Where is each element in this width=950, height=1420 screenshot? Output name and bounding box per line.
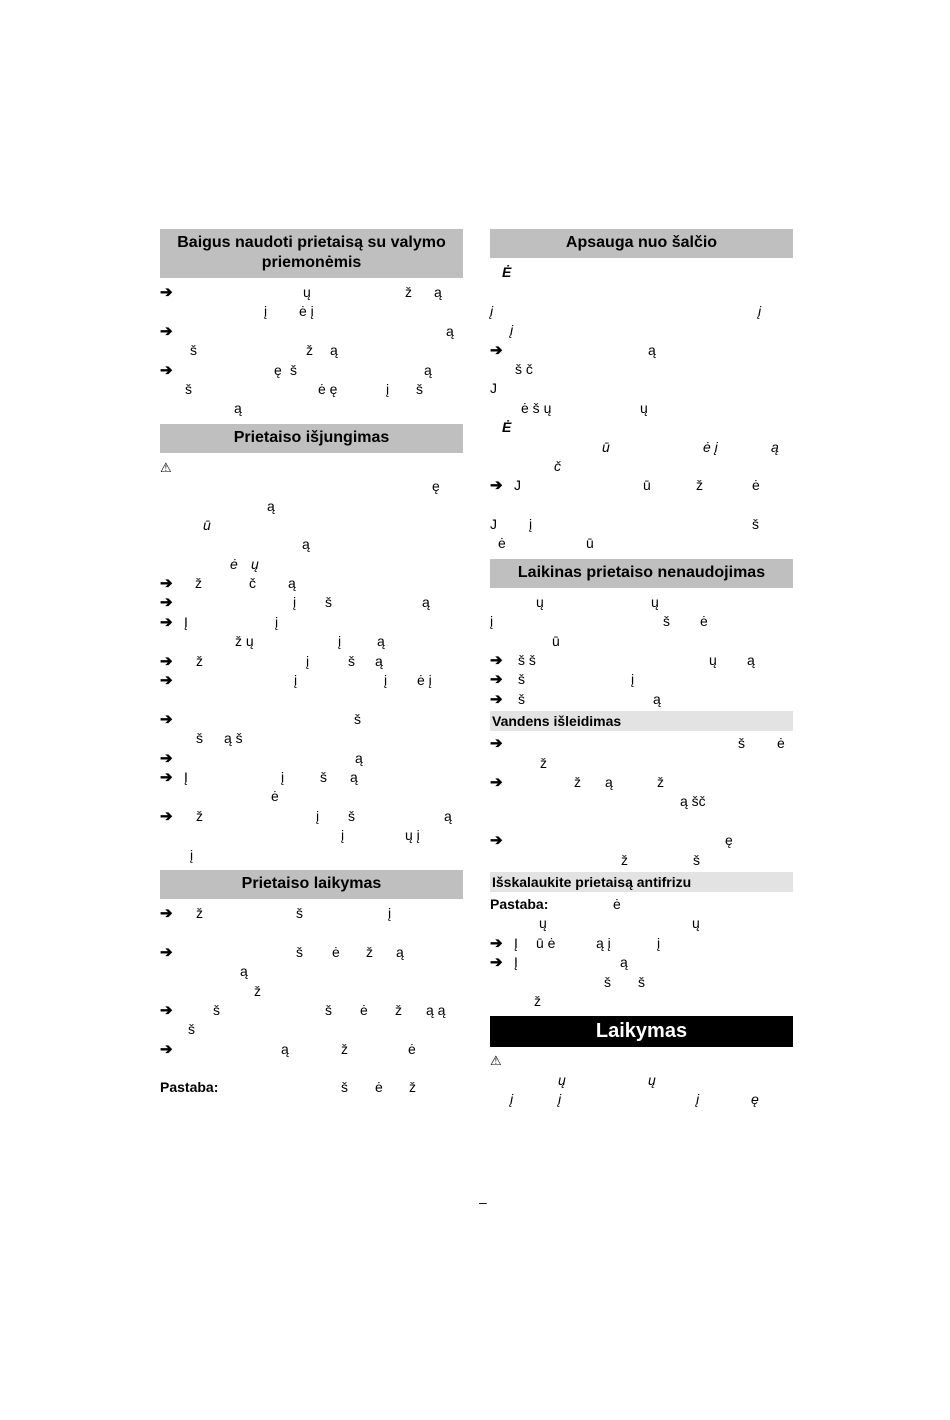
text-line: š ą š — [196, 730, 243, 747]
text-line: ų ų — [558, 1071, 656, 1088]
section-title-storage: Laikymas — [490, 1016, 793, 1047]
text-line: ➔ ą ž ė — [160, 1040, 416, 1058]
text-line: ą — [240, 963, 248, 980]
text-line: ž š — [621, 851, 700, 868]
text-line — [160, 690, 463, 709]
text-line: ➔ š — [160, 710, 361, 728]
arrow-icon: ➔ — [160, 672, 173, 690]
text-line: ➔ J ū ž ė — [490, 477, 760, 495]
section-header-frost-protection: Apsauga nuo šalčio — [490, 229, 793, 258]
arrow-icon: ➔ — [160, 361, 173, 379]
text-line: ➔ Į ą — [490, 954, 628, 972]
warning-icon: ⚠ — [490, 1053, 502, 1069]
note-label: Pastaba: — [160, 1079, 219, 1096]
text-line: ą — [267, 497, 275, 514]
text-line: ų ų — [539, 915, 700, 932]
arrow-icon: ➔ — [160, 652, 173, 670]
arrow-icon: ➔ — [490, 832, 503, 850]
text-line: ➔ š ą — [490, 690, 661, 708]
arrow-icon: ➔ — [160, 710, 173, 728]
text-line: ➔ ą — [160, 322, 454, 340]
section-header-after-cleaning: Baigus naudoti prietaisą su valymo priemonėmis — [160, 229, 463, 278]
text-line: į ų į — [341, 827, 420, 844]
text-line: ➔ Į į — [160, 613, 279, 631]
text-line: ➔ ę — [490, 832, 733, 850]
text-line: į ė į — [264, 303, 314, 320]
arrow-icon: ➔ — [160, 1040, 173, 1058]
arrow-icon: ➔ — [160, 322, 173, 340]
right-column — [490, 229, 793, 1109]
warning-icon: ⚠ — [160, 459, 172, 475]
text-line: Ė — [502, 419, 512, 436]
text-line: ➔ į š ą — [160, 594, 430, 612]
section-header-temporary-storage: Laikinas prietaiso nenaudojimas — [490, 559, 793, 588]
arrow-icon: ➔ — [160, 749, 173, 767]
arrow-icon: ➔ — [160, 807, 173, 825]
text-line: ➔ ž į š ą — [160, 652, 383, 670]
text-line: ą — [234, 400, 242, 417]
arrow-icon: ➔ — [160, 1001, 173, 1019]
text-line: J į š — [490, 516, 759, 533]
text-line: į — [190, 846, 194, 863]
warning-line — [160, 458, 463, 477]
subsection-header-antifreeze-rinse: Išskalaukite prietaisą antifrizu — [490, 872, 793, 892]
text-line: š ž ą — [190, 342, 338, 359]
note-label: Pastaba: — [490, 895, 549, 912]
text-line: ę — [432, 478, 440, 495]
text-line: ➔ ę š ą — [160, 361, 432, 379]
arrow-icon: ➔ — [160, 575, 173, 593]
arrow-icon: ➔ — [490, 954, 503, 972]
text-line: į į — [490, 302, 762, 319]
text-line — [490, 496, 793, 515]
arrow-icon: ➔ — [490, 477, 503, 495]
text-line — [490, 812, 793, 831]
section-header-switch-off: Prietaiso išjungimas — [160, 424, 463, 453]
text-line: ž — [540, 754, 547, 771]
arrow-icon: ➔ — [160, 943, 173, 961]
arrow-icon: ➔ — [490, 773, 503, 791]
text-line: ➔ ą — [160, 749, 363, 767]
text-line: ū ė į ą — [602, 438, 779, 455]
text-line: ū — [552, 632, 560, 649]
text-line: ė š ų ų — [521, 399, 648, 416]
text-line — [160, 923, 463, 942]
text-line: ū — [203, 516, 211, 533]
text-line: ➔ Į ū ė ą į į — [490, 934, 661, 952]
text-line: Ė — [502, 264, 512, 280]
text-line: ➔ ų ž ą — [160, 284, 442, 301]
text-line: ė ū — [498, 535, 594, 552]
arrow-icon: ➔ — [490, 690, 503, 708]
section-header-storage: Prietaiso laikymas — [160, 870, 463, 899]
text-line — [490, 282, 793, 301]
text-line: ė ų — [230, 555, 259, 572]
text-line: š č — [515, 360, 533, 377]
text-line: ➔ š ė ž ą — [160, 943, 404, 961]
arrow-icon: ➔ — [160, 613, 173, 631]
text-line: ė — [271, 788, 279, 805]
text-line: ą šč — [680, 793, 706, 810]
arrow-icon: ➔ — [160, 594, 173, 612]
text-line: ➔ ž č ą — [160, 575, 296, 593]
text-line: ➔ š š ė ž ą ą — [160, 1001, 446, 1019]
arrow-icon: ➔ — [490, 671, 503, 689]
text-line: ž — [534, 992, 541, 1009]
text-line: ➔ ž š į — [160, 904, 392, 922]
arrow-icon: ➔ — [160, 768, 173, 786]
page-number: – — [479, 1194, 487, 1210]
text-line: š ė ę į š — [185, 380, 423, 397]
arrow-icon: ➔ — [160, 284, 173, 301]
text-line: ➔ į į ė į — [160, 672, 432, 690]
arrow-icon: ➔ — [490, 735, 503, 753]
subsection-header-water-drain: Vandens išleidimas — [490, 711, 793, 731]
text-line: ➔ ą — [490, 341, 656, 359]
text-line: ž ų į ą — [235, 633, 385, 650]
text-line: ➔ š į — [490, 671, 635, 689]
text-line: ➔ ž ą ž — [490, 773, 664, 791]
text-line: ➔ š š ų ą — [490, 652, 755, 670]
text-line: ą — [302, 536, 310, 553]
left-column — [160, 229, 463, 1098]
warning-line — [490, 1051, 793, 1070]
text-line: į į į ę — [510, 1091, 759, 1108]
text-line: į š ė — [490, 613, 708, 630]
arrow-icon: ➔ — [490, 934, 503, 952]
text-line: ➔ š ė — [490, 735, 785, 753]
text-line: š — [188, 1021, 195, 1038]
text-line: į — [510, 322, 514, 339]
note-line: Pastaba: š ė ž — [160, 1078, 463, 1097]
text-line: č — [554, 457, 561, 474]
arrow-icon: ➔ — [490, 341, 503, 359]
note-line: Pastaba: ė — [490, 895, 793, 914]
arrow-icon: ➔ — [490, 652, 503, 670]
text-line — [160, 1059, 463, 1078]
text-line: ž — [254, 982, 261, 999]
arrow-icon: ➔ — [160, 904, 173, 922]
text-line: ➔ ž į š ą — [160, 807, 452, 825]
text-line: ų ų — [536, 593, 659, 610]
text-line: ➔ Į į š ą — [160, 768, 358, 786]
text-line: J — [490, 380, 497, 397]
text-line: š š — [604, 973, 645, 990]
